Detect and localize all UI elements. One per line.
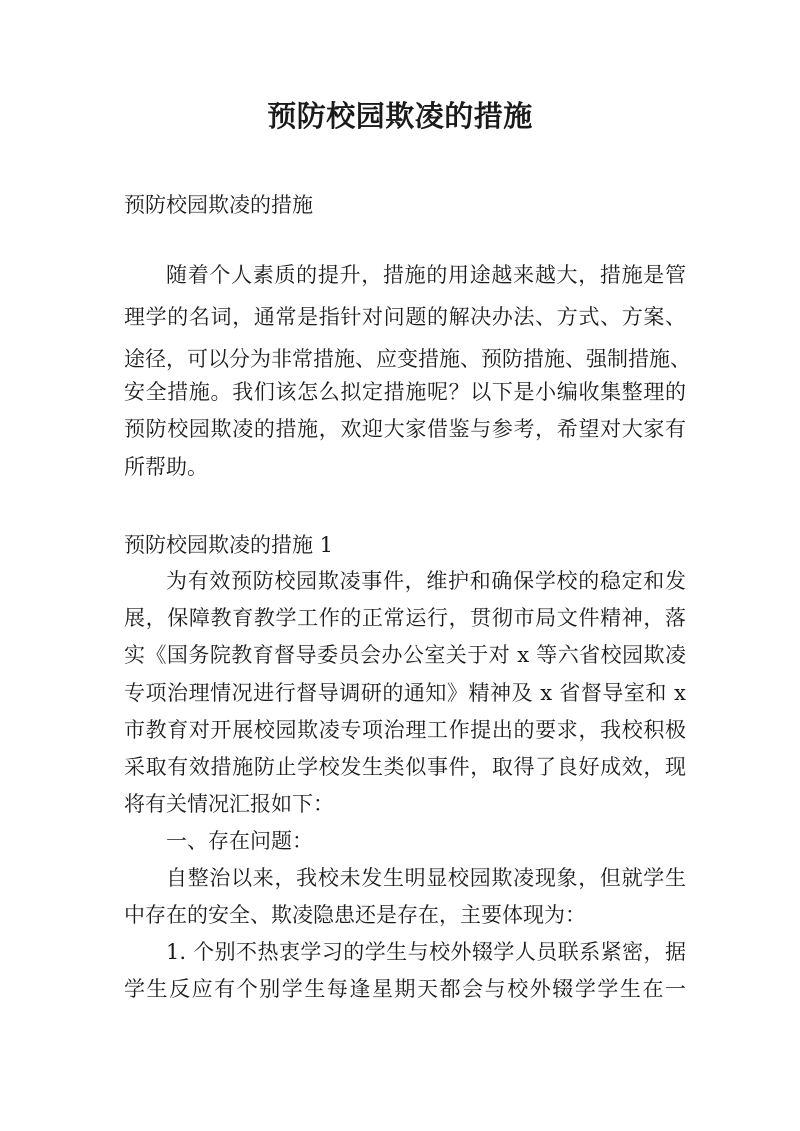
problems-heading: 一、存在问题：	[166, 829, 313, 853]
intro-line-3: 途径，可以分为非常措施、应变措施、预防措施、强制措施、	[124, 347, 691, 371]
intro-line-6: 所帮助。	[124, 455, 208, 479]
intro-line-4: 安全措施。我们该怎么拟定措施呢？以下是小编收集整理的	[124, 380, 686, 404]
section1-line-1: 为有效预防校园欺凌事件，维护和确保学校的稳定和发	[166, 569, 686, 593]
problems-line-2: 中存在的安全、欺凌隐患还是存在，主要体现为：	[124, 903, 586, 927]
problems-line-1: 自整治以来，我校未发生明显校园欺凌现象，但就学生	[166, 866, 686, 890]
item1-line-2: 学生反应有个别学生每逢星期天都会与校外辍学学生在一	[124, 977, 686, 1001]
item1-line-1: 1. 个别不热衷学习的学生与校外辍学人员联系紧密，据	[166, 940, 686, 964]
intro-line-1: 随着个人素质的提升，措施的用途越来越大，措施是管	[166, 263, 686, 287]
section1-line-7: 将有关情况汇报如下：	[124, 792, 334, 816]
document-subtitle: 预防校园欺凌的措施	[124, 193, 313, 217]
intro-line-5: 预防校园欺凌的措施，欢迎大家借鉴与参考，希望对大家有	[124, 417, 686, 441]
document-title: 预防校园欺凌的措施	[267, 99, 533, 133]
section1-line-6: 采取有效措施防止学校发生类似事件，取得了良好成效，现	[124, 755, 686, 779]
intro-line-2: 理学的名词，通常是指针对问题的解决办法、方式、方案、	[124, 305, 686, 329]
section1-line-5: 市教育对开展校园欺凌专项治理工作提出的要求，我校积极	[124, 718, 686, 742]
section1-line-3: 实《国务院教育督导委员会办公室关于对 x 等六省校园欺凌	[124, 643, 686, 667]
section1-heading: 预防校园欺凌的措施 1	[124, 533, 334, 557]
section1-line-4: 专项治理情况进行督导调研的通知》精神及 x 省督导室和 x	[124, 681, 686, 705]
section1-line-2: 展，保障教育教学工作的正常运行，贯彻市局文件精神，落	[124, 606, 686, 630]
